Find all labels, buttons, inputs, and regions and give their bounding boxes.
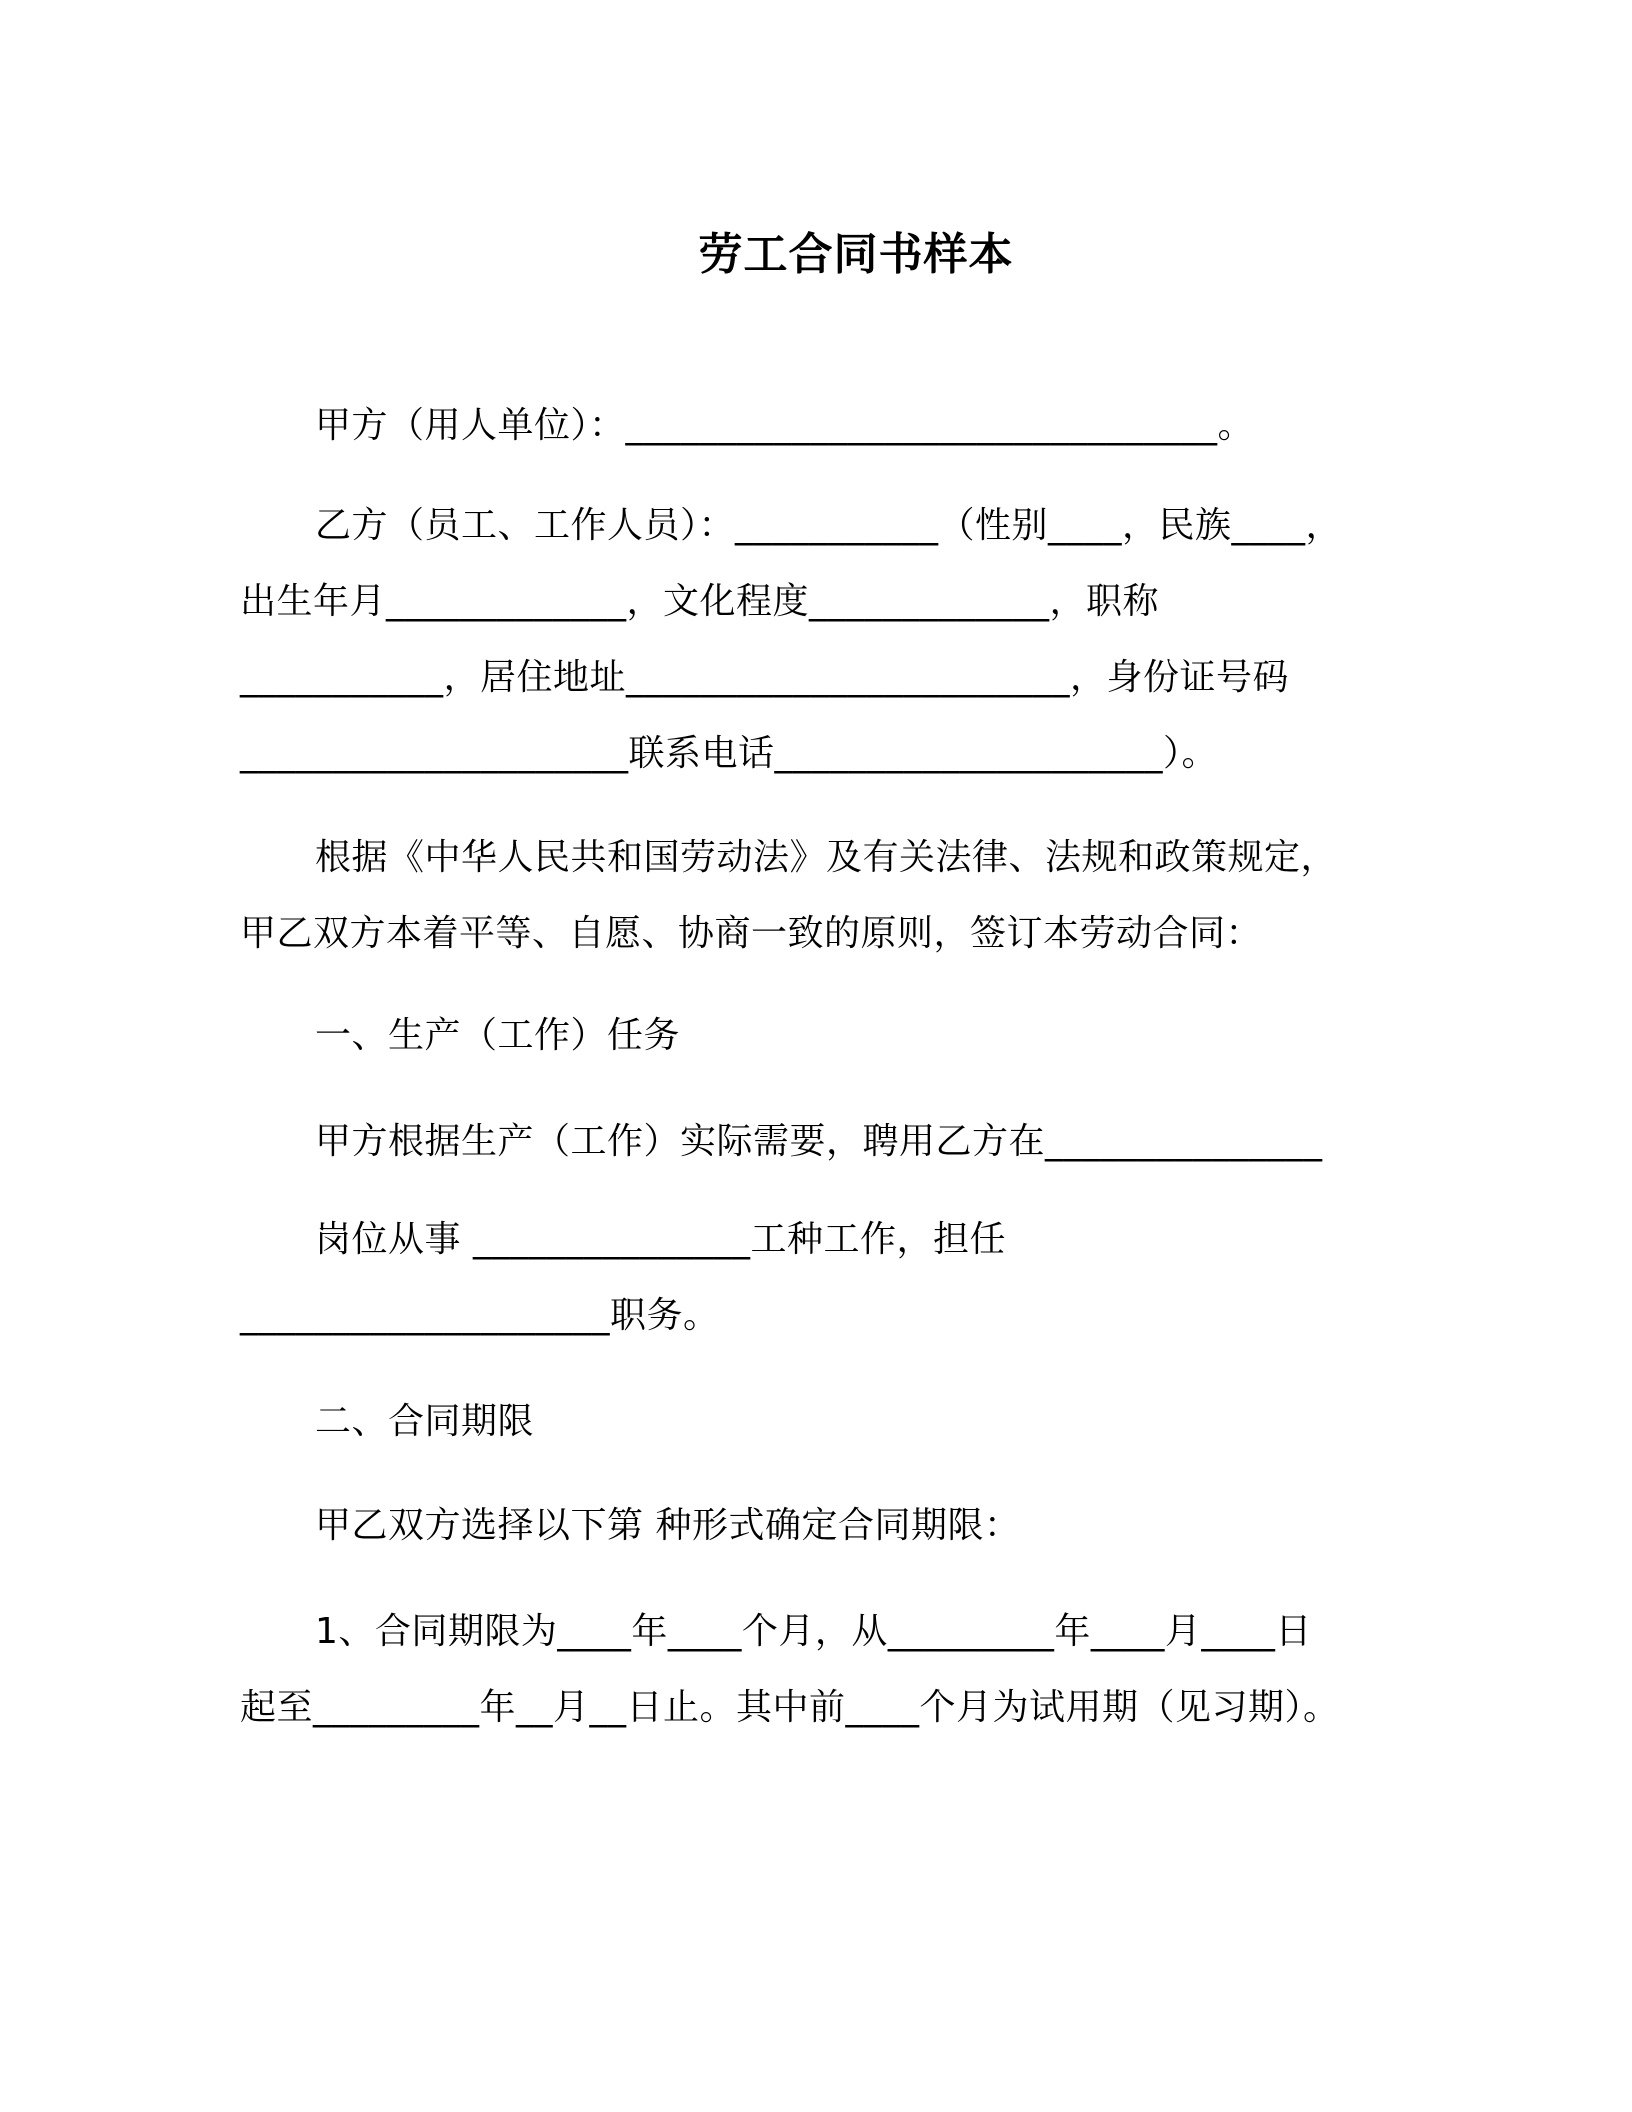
- section-2-heading: 二、合同期限: [315, 1401, 535, 1442]
- section-1-heading: 一、生产（工作）任务: [315, 1015, 681, 1056]
- party-b-line-3: ___________，居住地址________________________，身份证号码: [240, 657, 1290, 698]
- party-b-line-1: 乙方（员工、工作人员）：___________（性别____，民族____，: [315, 505, 1343, 546]
- section-1-line-2: 岗位从事 _______________工种工作，担任: [315, 1219, 1006, 1260]
- section-2-line-1: 甲乙双方选择以下第 种形式确定合同期限：: [315, 1505, 1021, 1546]
- preamble-line-1: 根据《中华人民共和国劳动法》及有关法律、法规和政策规定，: [315, 837, 1338, 878]
- party-b-line-2: 出生年月_____________，文化程度_____________，职称: [240, 581, 1160, 622]
- document-title: 劳工合同书样本: [698, 229, 1014, 280]
- party-a-line: 甲方（用人单位）：________________________________。: [315, 405, 1255, 446]
- party-b-line-4: _____________________联系电话_____________________）。: [240, 733, 1219, 774]
- term-option-1-line-1: 1、合同期限为____年____个月，从_________年____月____日: [315, 1611, 1312, 1652]
- section-1-line-1: 甲方根据生产（工作）实际需要，聘用乙方在_______________: [315, 1121, 1323, 1162]
- section-1-line-3: ____________________职务。: [240, 1295, 720, 1336]
- term-option-1-line-2: 起至_________年__月__日止。其中前____个月为试用期（见习期）。: [240, 1687, 1340, 1728]
- preamble-line-2: 甲乙双方本着平等、自愿、协商一致的原则，签订本劳动合同：: [240, 913, 1263, 954]
